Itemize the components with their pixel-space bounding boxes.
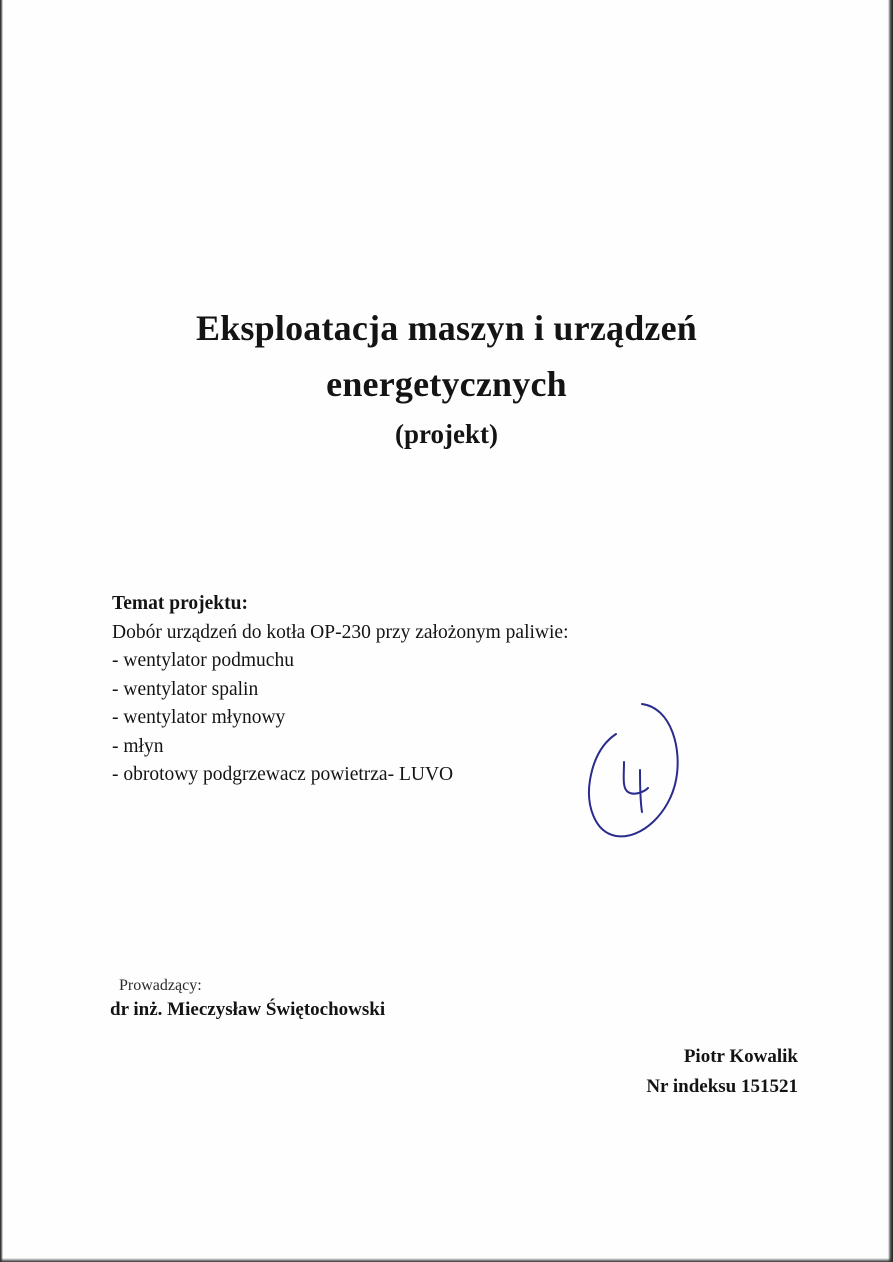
topic-item: - wentylator spalin <box>112 678 259 700</box>
title-line-1: Eksploatacja maszyn i urządzeń <box>196 308 697 348</box>
topic-heading: Temat projektu: <box>112 593 248 614</box>
student-index: Nr indeksu 151521 <box>646 1076 798 1097</box>
grade-digit <box>624 762 648 812</box>
scan-edge-left <box>0 0 3 1262</box>
title-line-2: energetycznych <box>326 364 567 404</box>
topic-description: Dobór urządzeń do kotła OP-230 przy założonym paliwie: <box>112 621 569 643</box>
topic-item: - wentylator podmuchu <box>112 650 294 671</box>
grade-circle <box>589 704 678 836</box>
supervisor-name: dr inż. Mieczysław Świętochowski <box>110 999 386 1020</box>
supervisor-label: Prowadzący: <box>119 977 202 994</box>
scan-edge-right <box>888 0 893 1262</box>
student-name: Piotr Kowalik <box>683 1046 798 1067</box>
topic-section <box>112 590 569 790</box>
supervisor-block <box>110 975 386 1023</box>
topic-item: - wentylator młynowy <box>112 707 286 728</box>
scan-edge-bottom <box>0 1258 893 1262</box>
handwritten-grade-mark <box>582 700 686 840</box>
topic-item: - młyn <box>112 735 164 757</box>
subtitle: (projekt) <box>395 419 498 449</box>
topic-item: - obrotowy podgrzewacz powietrza- LUVO <box>112 764 454 785</box>
student-block <box>646 1042 798 1102</box>
title-block <box>0 300 893 456</box>
